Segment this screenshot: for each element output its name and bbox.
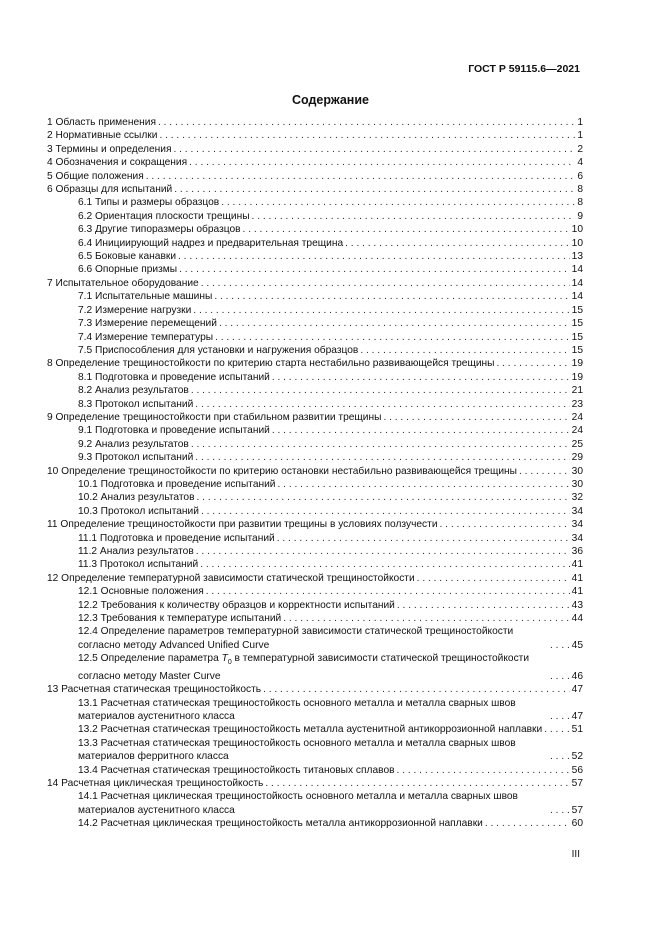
toc-leader-dots: [383, 411, 569, 424]
toc-leader-dots: [159, 129, 575, 142]
toc-leader-dots: [196, 545, 570, 558]
toc-entry-page: 25: [571, 438, 583, 450]
toc-leader-dots: [191, 384, 570, 397]
toc-leader-dots: [360, 344, 569, 357]
toc-entry[interactable]: [47, 451, 583, 464]
toc-leader-dots: [272, 424, 570, 437]
toc-entry-title: 7.2 Измерение нагрузки: [78, 304, 192, 316]
toc-leader-dots: [206, 585, 570, 598]
toc-entry-title: 9.1 Подготовка и проведение испытаний: [78, 425, 270, 437]
toc-entry-title: 7.1 Испытательные машины: [78, 291, 213, 303]
toc-leader-dots: [221, 196, 575, 209]
toc-entry[interactable]: [47, 478, 583, 491]
toc-entry-page: 44: [571, 613, 583, 625]
toc-leader-dots: [201, 277, 570, 290]
toc-entry-page: 15: [571, 318, 583, 330]
toc-entry-title: 14.2 Расчетная циклическая трещиностойкость металла антикоррозионной наплавки: [78, 818, 483, 830]
toc-entry-page: 24: [571, 411, 583, 423]
toc-leader-dots: [189, 156, 575, 169]
toc-entry-title: 7.4 Измерение температуры: [78, 331, 214, 343]
toc-leader-dots: [265, 777, 569, 790]
toc-entry[interactable]: [47, 599, 583, 612]
toc-entry-page: 52: [571, 751, 583, 763]
toc-entry-page: 21: [571, 385, 583, 397]
toc-entry[interactable]: [47, 764, 583, 777]
toc-entry-page: 47: [571, 710, 583, 722]
toc-leader-dots: [550, 710, 570, 723]
toc-entry-title: 2 Нормативные ссылки: [47, 130, 158, 142]
toc-entry-page: 15: [571, 344, 583, 356]
toc-leader-dots: [397, 599, 570, 612]
toc-leader-dots: [397, 764, 570, 777]
toc-entry-page: 34: [571, 519, 583, 531]
toc-entry-page: 1: [577, 130, 583, 142]
toc-entry-title: 10.3 Протокол испытаний: [78, 505, 199, 517]
toc-entry-page: 14: [571, 264, 583, 276]
toc-entry[interactable]: [47, 411, 583, 424]
toc-entry-title: 7 Испытательное оборудование: [47, 277, 199, 289]
toc-leader-dots: [417, 572, 570, 585]
toc-entry-page: 8: [577, 184, 583, 196]
toc-entry[interactable]: [47, 277, 583, 290]
toc-entry[interactable]: [47, 585, 583, 598]
table-of-contents: [47, 116, 583, 831]
toc-entry-title: 12 Определение температурной зависимости статической трещиностойкости: [47, 572, 415, 584]
toc-entry-page: 10: [571, 224, 583, 236]
toc-leader-dots: [146, 170, 576, 183]
toc-leader-dots: [345, 237, 570, 250]
toc-entry-page: 29: [571, 452, 583, 464]
toc-entry-title: 14 Расчетная циклическая трещиностойкость: [47, 777, 264, 789]
toc-entry-title: 14.1 Расчетная циклическая трещиностойкость основного металла и металла сварных швов материалов аустенитного класса: [78, 791, 518, 816]
toc-entry-page: 60: [571, 818, 583, 830]
toc-leader-dots: [278, 478, 570, 491]
toc-entry-title: 12.3 Требования к температуре испытаний: [78, 613, 282, 625]
toc-leader-dots: [263, 683, 570, 696]
toc-entry-title: 11.2 Анализ результатов: [78, 546, 194, 557]
toc-entry-page: 46: [571, 670, 583, 682]
toc-entry[interactable]: [47, 683, 583, 696]
toc-entry-page: 47: [571, 684, 583, 696]
toc-entry-page: 23: [571, 398, 583, 410]
page-number: III: [571, 849, 580, 860]
toc-leader-dots: [252, 210, 576, 223]
toc-entry[interactable]: [47, 129, 583, 142]
toc-entry-page: 8: [577, 197, 583, 209]
toc-entry-page: 14: [571, 291, 583, 303]
toc-entry-page: 57: [571, 804, 583, 816]
toc-entry-page: 19: [571, 358, 583, 370]
toc-leader-dots: [219, 317, 570, 330]
toc-entry-title: 7.5 Приспособления для установки и нагружения образцов: [78, 344, 359, 356]
toc-entry-title: 6.3 Другие типоразмеры образцов: [78, 224, 241, 236]
toc-leader-dots: [191, 438, 570, 451]
toc-entry[interactable]: [47, 518, 583, 531]
toc-entry-page: 2: [577, 143, 583, 155]
toc-entry[interactable]: [47, 210, 583, 223]
toc-leader-dots: [158, 116, 575, 129]
toc-entry[interactable]: [47, 304, 583, 317]
toc-entry[interactable]: [47, 237, 583, 250]
toc-entry-title: 6.4 Инициирующий надрез и предварительная трещина: [78, 237, 344, 249]
toc-entry-title: 1 Область применения: [47, 117, 156, 128]
toc-entry[interactable]: [47, 196, 583, 209]
toc-entry-title: 12.4 Определение параметров температурной зависимости статической трещиностойкости согласно методу Advanced Unified Curve: [78, 626, 514, 651]
toc-entry-page: 15: [571, 304, 583, 316]
toc-leader-dots: [272, 371, 570, 384]
toc-entry-page: 41: [571, 572, 583, 584]
toc-leader-dots: [195, 398, 569, 411]
toc-leader-dots: [174, 183, 575, 196]
toc-entry[interactable]: [47, 572, 583, 585]
toc-entry[interactable]: [47, 331, 583, 344]
toc-entry[interactable]: [47, 250, 583, 263]
toc-entry-title: 13.4 Расчетная статическая трещиностойкость титановых сплавов: [78, 764, 395, 776]
toc-leader-dots: [173, 143, 575, 156]
toc-entry[interactable]: [47, 612, 583, 625]
toc-entry-title: 8.1 Подготовка и проведение испытаний: [78, 371, 270, 383]
toc-entry-page: 10: [571, 237, 583, 249]
toc-entry-title: 6 Образцы для испытаний: [47, 184, 173, 196]
toc-entry-title: 12.1 Основные положения: [78, 586, 204, 598]
toc-entry[interactable]: [47, 317, 583, 330]
toc-entry-title: 10 Определение трещиностойкости по критерию остановки нестабильно развивающейся трещины: [47, 465, 517, 477]
toc-entry-page: 19: [571, 371, 583, 383]
toc-leader-dots: [550, 639, 570, 652]
toc-entry-page: 34: [571, 505, 583, 517]
toc-entry-title: 11.1 Подготовка и проведение испытаний: [78, 532, 275, 544]
toc-entry-title: 10.1 Подготовка и проведение испытаний: [78, 478, 276, 490]
toc-leader-dots: [519, 465, 570, 478]
toc-entry-page: 45: [571, 639, 583, 651]
toc-entry[interactable]: [47, 737, 583, 764]
toc-leader-dots: [283, 612, 569, 625]
toc-entry[interactable]: [47, 777, 583, 790]
toc-entry[interactable]: [47, 156, 583, 169]
toc-leader-dots: [550, 750, 570, 763]
toc-entry[interactable]: [47, 697, 583, 724]
toc-entry-title: 9.2 Анализ результатов: [78, 438, 189, 450]
toc-entry-title: 7.3 Измерение перемещений: [78, 318, 217, 330]
toc-leader-dots: [193, 304, 569, 317]
toc-entry[interactable]: [47, 532, 583, 545]
toc-entry-title: 12.5 Определение параметра $T_0$ в температурной зависимости статической трещиностойкости согласно методу Master Curve: [78, 653, 530, 682]
toc-leader-dots: [215, 331, 570, 344]
toc-leader-dots: [200, 558, 569, 571]
toc-entry[interactable]: [47, 290, 583, 303]
toc-entry[interactable]: [47, 817, 583, 830]
toc-leader-dots: [550, 670, 570, 683]
page-title: Содержание: [291, 93, 369, 107]
toc-entry-page: 14: [571, 277, 583, 289]
toc-leader-dots: [195, 451, 569, 464]
toc-entry-page: 1: [577, 117, 583, 128]
toc-entry-title: 12.2 Требования к количеству образцов и корректности испытаний: [78, 599, 395, 611]
toc-entry-title: 6.2 Ориентация плоскости трещины: [78, 210, 250, 222]
toc-entry-title: 13.1 Расчетная статическая трещиностойкость основного металла и металла сварных швов материалов аустенитного класса: [78, 697, 516, 722]
toc-entry-page: 57: [571, 777, 583, 789]
toc-entry[interactable]: [47, 491, 583, 504]
toc-leader-dots: [544, 723, 569, 736]
toc-entry[interactable]: [47, 424, 583, 437]
toc-leader-dots: [440, 518, 570, 531]
toc-leader-dots: [179, 263, 570, 276]
toc-entry-title: 13.2 Расчетная статическая трещиностойкость металла аустенитной антикоррозионной наплавки: [78, 724, 543, 736]
toc-entry[interactable]: [47, 505, 583, 518]
toc-entry[interactable]: [47, 790, 583, 817]
toc-leader-dots: [496, 357, 569, 370]
toc-entry-page: 9: [577, 210, 583, 222]
toc-entry[interactable]: [47, 344, 583, 357]
toc-entry[interactable]: [47, 438, 583, 451]
toc-entry-title: 8.2 Анализ результатов: [78, 385, 189, 397]
toc-entry[interactable]: [47, 723, 583, 736]
toc-leader-dots: [277, 532, 570, 545]
toc-leader-dots: [214, 290, 569, 303]
toc-entry-title: 3 Термины и определения: [47, 143, 172, 155]
toc-entry[interactable]: [47, 170, 583, 183]
toc-entry[interactable]: [47, 183, 583, 196]
toc-entry[interactable]: [47, 545, 583, 558]
toc-entry-title: 8.3 Протокол испытаний: [78, 398, 194, 410]
toc-entry[interactable]: [47, 263, 583, 276]
toc-entry[interactable]: [47, 357, 583, 370]
toc-entry-title: 5 Общие положения: [47, 170, 144, 182]
toc-entry-page: 30: [571, 478, 583, 490]
toc-leader-dots: [550, 804, 570, 817]
toc-entry-title: 6.6 Опорные призмы: [78, 264, 178, 276]
toc-entry-page: 41: [571, 559, 583, 571]
toc-entry-page: 41: [571, 586, 583, 598]
toc-entry[interactable]: [47, 465, 583, 478]
toc-entry[interactable]: [47, 625, 583, 652]
toc-entry-title: 6.5 Боковые канавки: [78, 251, 177, 263]
toc-entry-page: 56: [571, 764, 583, 776]
toc-entry[interactable]: [47, 371, 583, 384]
toc-leader-dots: [178, 250, 570, 263]
toc-entry-title: 8 Определение трещиностойкости по критерию старта нестабильно развивающейся трещины: [47, 358, 495, 370]
toc-entry[interactable]: [47, 116, 583, 129]
toc-entry-page: 24: [571, 425, 583, 437]
toc-entry-title: 9 Определение трещиностойкости при стабильном развитии трещины: [47, 411, 382, 423]
toc-entry[interactable]: [47, 398, 583, 411]
toc-entry-page: 6: [577, 170, 583, 182]
toc-entry-page: 13: [571, 251, 583, 263]
toc-entry-title: 13 Расчетная статическая трещиностойкость: [47, 684, 262, 696]
toc-entry[interactable]: [47, 143, 583, 156]
toc-entry-page: 34: [571, 532, 583, 544]
toc-entry-page: 51: [571, 724, 583, 736]
document-id: ГОСТ Р 59115.6—2021: [468, 63, 580, 75]
toc-entry[interactable]: [47, 384, 583, 397]
toc-entry-page: 15: [571, 331, 583, 343]
toc-entry-title: 9.3 Протокол испытаний: [78, 452, 194, 464]
toc-leader-dots: [201, 505, 570, 518]
toc-entry-page: 43: [571, 599, 583, 611]
toc-entry-page: 36: [571, 546, 583, 557]
toc-leader-dots: [485, 817, 570, 830]
toc-entry[interactable]: [47, 652, 583, 683]
toc-entry-page: 30: [571, 465, 583, 477]
toc-entry-title: 10.2 Анализ результатов: [78, 492, 195, 504]
toc-entry[interactable]: [47, 558, 583, 571]
toc-entry-page: 4: [577, 157, 583, 169]
toc-entry-title: 6.1 Типы и размеры образцов: [78, 197, 220, 209]
toc-entry-title: 11 Определение трещиностойкости при развитии трещины в условиях ползучести: [47, 519, 438, 531]
toc-leader-dots: [197, 491, 570, 504]
toc-entry-title: 11.3 Протокол испытаний: [78, 559, 199, 571]
toc-entry-title: 4 Обозначения и сокращения: [47, 157, 188, 169]
toc-entry[interactable]: [47, 223, 583, 236]
toc-leader-dots: [243, 223, 570, 236]
toc-entry-page: 32: [571, 492, 583, 504]
toc-entry-title: 13.3 Расчетная статическая трещиностойкость основного металла и металла сварных швов материалов ферритного класса: [78, 737, 516, 763]
